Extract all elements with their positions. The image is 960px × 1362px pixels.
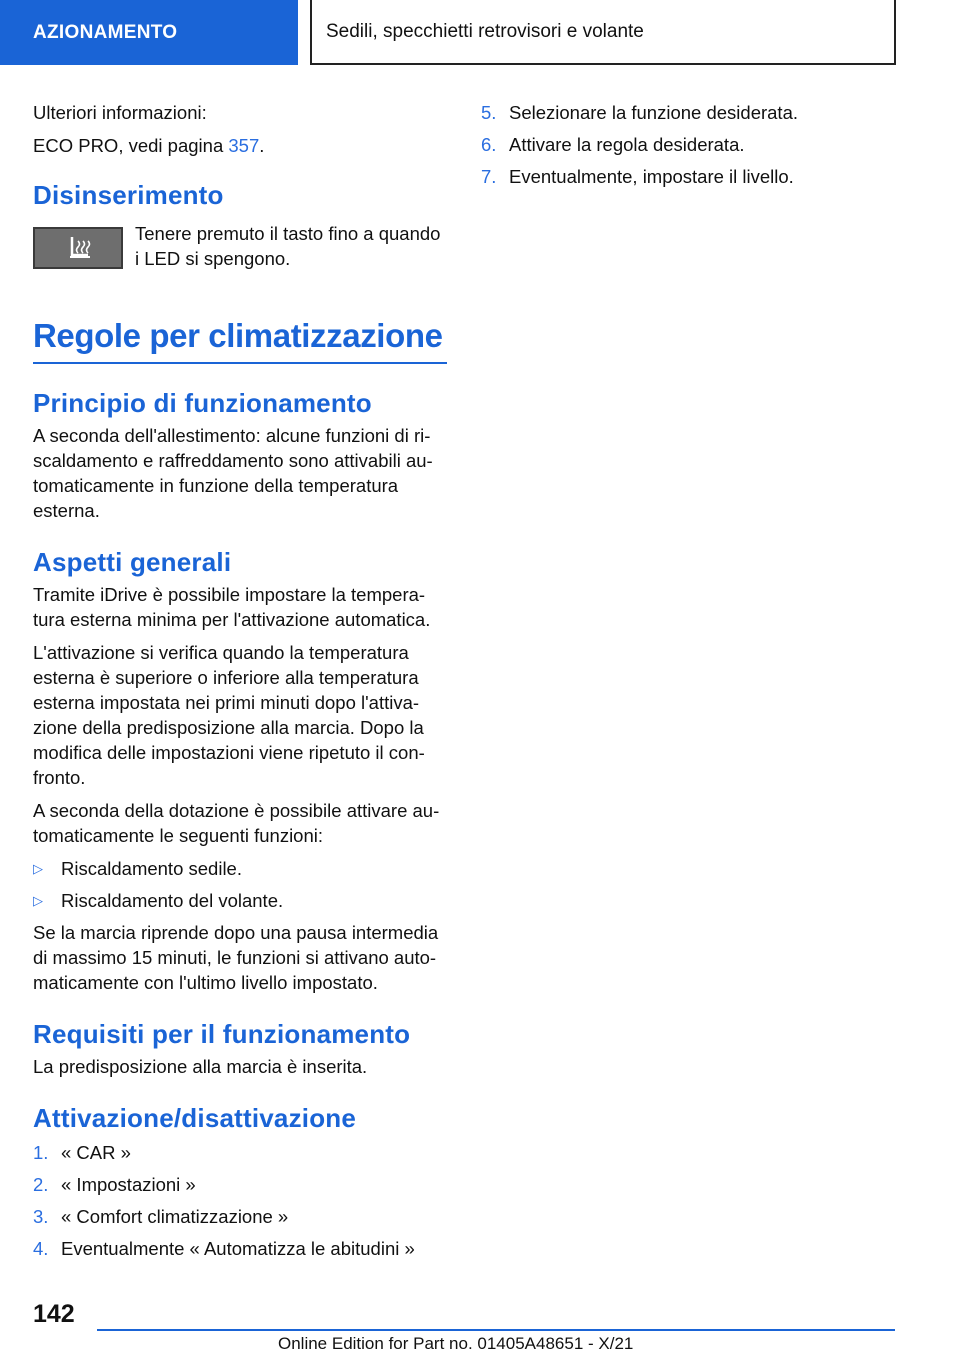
eco-pro-reference	[33, 133, 447, 158]
heading-rule	[33, 362, 447, 364]
list-item-text: Riscaldamento sedile.	[61, 858, 242, 879]
triangle-bullet-icon: ▷	[33, 861, 43, 876]
disinserimento-block	[33, 223, 447, 271]
requisiti-heading: Requisiti per il funzionamento	[33, 1019, 411, 1049]
steps-list-right	[481, 100, 901, 189]
page-number: 142	[33, 1300, 75, 1328]
step-item	[481, 132, 901, 157]
eco-text: ECO PRO, vedi pagina	[33, 135, 229, 156]
step-item	[481, 164, 901, 189]
aspetti-paragraph-3: A seconda della dotazione è possibile attivare au-tomaticamente le seguenti funzioni:	[33, 800, 440, 846]
step-number: 6.	[481, 134, 497, 155]
list-item-text: Riscaldamento del volante.	[61, 890, 284, 911]
chapter-header	[310, 0, 896, 65]
eco-end: .	[259, 135, 265, 156]
step-number: 3.	[33, 1206, 49, 1227]
requisiti-text: La predisposizione alla marcia è inserita.	[33, 1056, 368, 1077]
info-label: Ulteriori informazioni:	[33, 102, 207, 123]
step-text: Eventualmente, impostare il livello.	[509, 166, 794, 187]
step-text: « Comfort climatizzazione »	[61, 1206, 289, 1227]
step-text: Selezionare la funzione desiderata.	[509, 102, 798, 123]
attivazione-heading: Attivazione/disattivazione	[33, 1103, 357, 1133]
step-number: 5.	[481, 102, 497, 123]
main-heading: Regole per climatizzazione	[33, 317, 443, 354]
aspetti-heading: Aspetti generali	[33, 547, 232, 577]
step-item	[33, 1140, 447, 1165]
disinserimento-heading: Disinserimento	[33, 180, 224, 210]
step-number: 2.	[33, 1174, 49, 1195]
right-column	[481, 100, 901, 196]
footer-rule	[97, 1329, 895, 1331]
section-tab	[0, 0, 298, 65]
chapter-title: Sedili, specchietti retrovisori e volante	[326, 20, 644, 42]
step-text: « CAR »	[61, 1142, 131, 1163]
principio-heading: Principio di funzionamento	[33, 388, 372, 418]
aspetti-paragraph-1: Tramite iDrive è possibile impostare la tempera-tura esterna minima per l'attivazione automatica.	[33, 584, 431, 630]
edition-footer: Online Edition for Part no. 01405A48651 - X/21	[278, 1334, 634, 1353]
left-column	[33, 100, 447, 1268]
step-item	[33, 1172, 447, 1197]
seat-heating-icon	[33, 227, 123, 269]
triangle-bullet-icon: ▷	[33, 893, 43, 908]
disinserimento-text: Tenere premuto il tasto fino a quando i LED si spengono.	[135, 223, 441, 269]
step-item	[33, 1204, 447, 1229]
step-number: 7.	[481, 166, 497, 187]
steps-list-left	[33, 1140, 447, 1261]
function-list	[33, 856, 447, 913]
principio-text: A seconda dell'allestimento: alcune funzioni di ri-scaldamento e raffreddamento sono attivabili au-tomaticamente in funzione della temperatura esterna.	[33, 425, 433, 521]
step-text: Eventualmente « Automatizza le abitudini »	[61, 1238, 415, 1259]
aspetti-paragraph-4: Se la marcia riprende dopo una pausa intermedia di massimo 15 minuti, le funzioni si attivano auto-maticamente con l'ultimo livello impostato.	[33, 922, 439, 993]
eco-page-link[interactable]: 357	[228, 135, 260, 156]
section-title: AZIONAMENTO	[33, 21, 178, 43]
step-text: Attivare la regola desiderata.	[509, 134, 745, 155]
step-number: 1.	[33, 1142, 49, 1163]
step-item	[33, 1236, 447, 1261]
step-text: « Impostazioni »	[61, 1174, 196, 1195]
list-item	[33, 856, 447, 881]
step-number: 4.	[33, 1238, 49, 1259]
list-item	[33, 888, 447, 913]
step-item	[481, 100, 901, 125]
aspetti-paragraph-2: L'attivazione si verifica quando la temperatura esterna è superiore o inferiore alla temperatura esterna impostata nei primi minuti dopo l'attiva-zione della predisposizione alla marcia. Dopo la modifica delle impostazioni viene ripetuto il con-fronto.	[33, 642, 425, 788]
